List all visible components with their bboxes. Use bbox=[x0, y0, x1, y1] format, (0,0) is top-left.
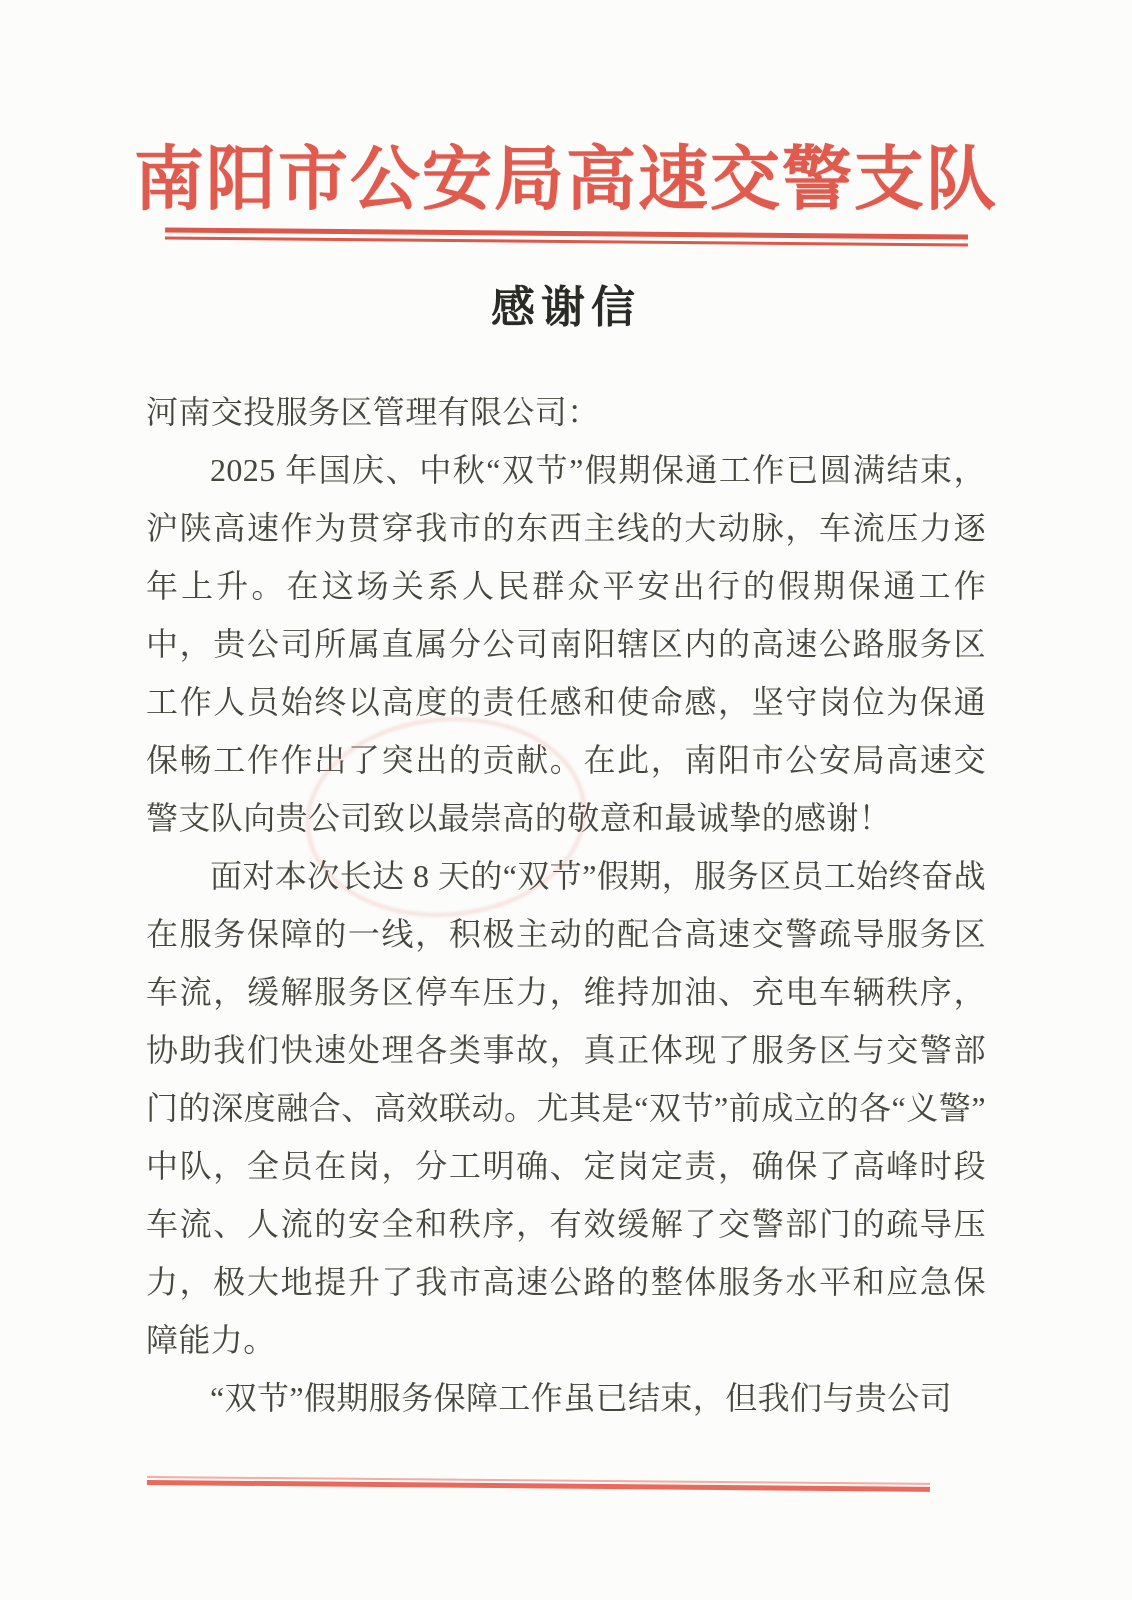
letterhead-divider bbox=[164, 227, 967, 246]
footer-divider bbox=[147, 1476, 930, 1492]
body-paragraph: 面对本次长达 8 天的“双节”假期，服务区员工始终奋战在服务保障的一线，积极主动的配合高速交警疏导服务区车流，缓解服务区停车压力，维持加油、充电车辆秩序，协助我们快速处理各类事故，真正体现了服务区与交警部门的深度融合、高效联动。尤其是“双节”前成立的各“义警”中队，全员在岗，分工明确、定岗定责，确保了高峰时段车流、人流的安全和秩序，有效缓解了交警部门的疏导压力，极大地提升了我市高速公路的整体服务水平和应急保障能力。 bbox=[146, 858, 986, 1358]
letterhead-title: 南阳市公安局高速交警支队 bbox=[134, 142, 998, 219]
body-paragraph: 2025 年国庆、中秋“双节”假期保通工作已圆满结束，沪陕高速作为贯穿我市的东西主线的大动脉，车流压力逐年上升。在这场关系人民群众平安出行的假期保通工作中，贵公司所属直属分公司南阳辖区内的高速公路服务区工作人员始终以高度的责任感和使命感，坚守岗位为保通保畅工作作出了突出的贡献。在此，南阳市公安局高速交警支队向贵公司致以最崇高的敬意和最诚挚的感谢！ bbox=[146, 452, 986, 836]
letter-body bbox=[146, 383, 986, 1427]
letterhead bbox=[0, 0, 1132, 243]
document-title: 感谢信 bbox=[491, 283, 641, 332]
recipient-salutation: 河南交投服务区管理有限公司： bbox=[146, 394, 600, 430]
body-paragraph: “双节”假期服务保障工作虽已结束，但我们与贵公司 bbox=[210, 1380, 953, 1416]
